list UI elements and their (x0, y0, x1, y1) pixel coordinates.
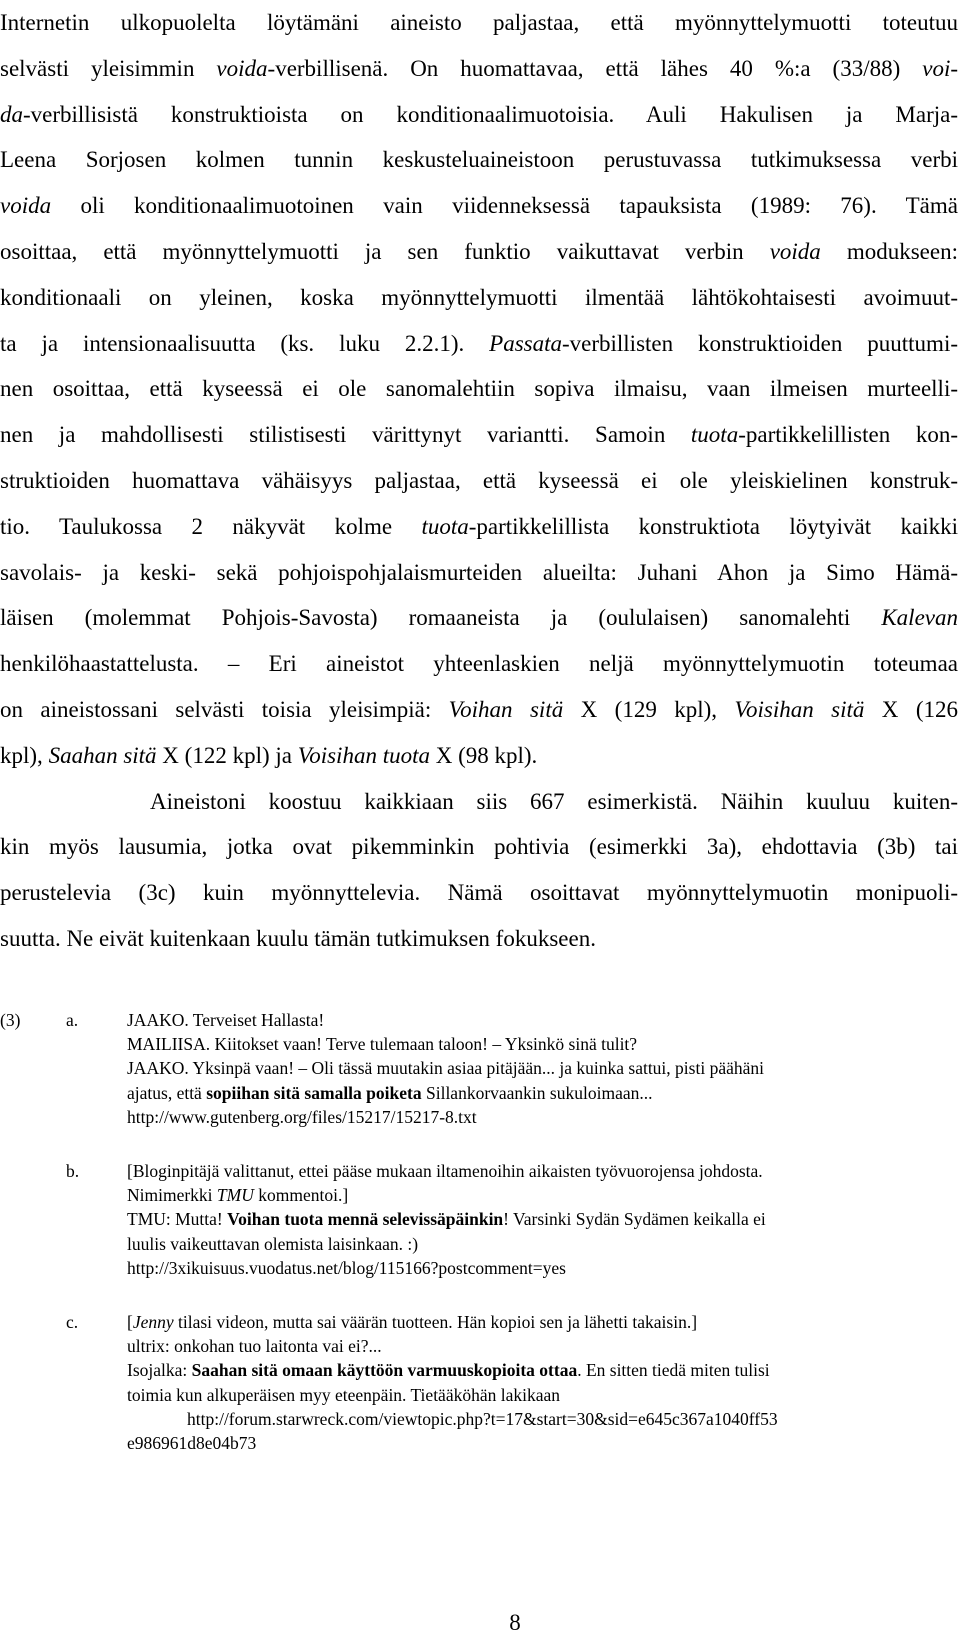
text-run: konditionaali on yleinen, koska myönnyttelymuotti ilmentää lähtökohtaisesti avoimuut- (0, 284, 958, 310)
text-run: -partikkelillista konstruktiota löytyivät kaikki (468, 513, 958, 539)
text-line (0, 183, 958, 229)
text-run: toimia kun alkuperäisen myy eteenpäin. Tietääköhän lakikaan (127, 1384, 561, 1405)
text-run: osoittaa, että myönnyttelymuotti ja sen funktio vaikuttavat verbin (0, 238, 770, 264)
text-run: Internetin ulkopuolelta löytämäni aineisto paljastaa, että myönnyttelymuotti toteutuu (0, 10, 958, 35)
example-line (127, 1159, 957, 1183)
example-letter: a. (66, 1010, 79, 1030)
text-run: -verbillisistä konstruktioista on konditionaalimuotoisia. Auli Hakulisen ja Marja- (23, 101, 958, 127)
italic-term: tuota (421, 513, 469, 539)
text-run: ajatus, että (127, 1082, 207, 1103)
text-run: JAAKO. Yksinpä vaan! – Oli tässä muutakin asiaa pitäjään... ja kuinka sattui, pisti päähäni (127, 1058, 764, 1079)
text-run: struktioiden huomattava vähäisyys paljastaa, että kyseessä ei ole yleiskielinen konstruk- (0, 467, 958, 493)
text-run: tilasi videon, mutta sai väärän tuotteen. Hän kopioi sen ja lähetti takaisin.] (173, 1312, 698, 1333)
example-item (0, 1159, 958, 1280)
text-run: oli konditionaalimuotoinen vain viidenneksessä tapauksista (1989: 76). Tämä (51, 193, 958, 219)
text-run: kin myös lausumia, jotka ovat pikemminkin pohtivia (esimerkki 3a), ehdottavia (3b) tai (0, 834, 958, 860)
italic-term: Saahan sitä (48, 742, 157, 768)
bold-construction: Saahan sitä omaan käyttöön varmuuskopioita ottaa (191, 1360, 578, 1381)
italic-term: tuota (690, 422, 739, 448)
example-line (127, 1310, 957, 1334)
text-run: [Bloginpitäjä valittanut, ettei pääse mukaan iltamenoihin aikaisten työvuorojensa johdosta. (127, 1161, 763, 1182)
example-letter: c. (66, 1312, 79, 1333)
paragraph-2 (0, 779, 958, 962)
text-line (0, 687, 958, 733)
page-number: 8 (509, 1610, 521, 1635)
text-line (0, 641, 958, 687)
text-run: -verbillisenä. On huomattavaa, että lähes 40 %:a (33/88) (267, 55, 923, 81)
text-line (0, 275, 958, 321)
italic-term: da (0, 101, 23, 127)
example-line (127, 1431, 957, 1455)
text-run: kommentoi.] (253, 1185, 349, 1206)
text-run: modukseen: (820, 238, 958, 264)
example-line (127, 1183, 957, 1207)
text-run: on aineistossani selvästi toisia yleisimpiä: (0, 696, 449, 722)
text-line (0, 550, 958, 596)
text-run: Sillankorvaankin sukuloimaan... (421, 1082, 653, 1103)
italic-term: voida (216, 55, 268, 81)
text-run: luulis vaikeuttavan olemista laisinkaan. :) (127, 1233, 419, 1254)
text-run: henkilöhaastattelusta. – Eri aineistot yhteenlaskien neljä myönnyttelymuotin toteumaa (0, 651, 958, 677)
text-line (0, 321, 958, 367)
text-run: . En sitten tiedä miten tulisi (577, 1360, 770, 1381)
example-line (127, 1207, 957, 1231)
text-line (0, 779, 958, 825)
text-run: nen osoittaa, että kyseessä ei ole sanomalehtiin sopiva ilmaisu, vaan ilmeisen murteelli- (0, 376, 958, 402)
text-line (0, 870, 958, 916)
italic-term: Kalevan (881, 605, 958, 631)
text-run: e986961d8e04b73 (127, 1433, 257, 1454)
text-run: MAILIISA. Kiitokset vaan! Terve tulemaan taloon! – Yksinkö sinä tulit? (127, 1034, 638, 1055)
text-run: Aineistoni koostuu kaikkiaan siis 667 esimerkistä. Näihin kuuluu kuiten- (150, 788, 958, 814)
text-run: ta ja intensionaalisuutta (ks. luku 2.2.1). (0, 330, 490, 356)
text-run: http://forum.starwreck.com/viewtopic.php?t=17&start=30&sid=e645c367a1040ff53 (187, 1408, 778, 1429)
text-line (0, 504, 958, 550)
example-lines (127, 1008, 957, 1129)
text-run: TMU: Mutta! (127, 1209, 228, 1230)
example-line (127, 1105, 957, 1129)
example-3 (0, 1008, 958, 1485)
text-run: -partikkelillisten kon- (738, 422, 958, 448)
italic-term: voida (0, 193, 52, 219)
example-line (127, 1334, 957, 1358)
example-line (127, 1358, 957, 1382)
text-line (0, 92, 958, 138)
text-line (0, 366, 958, 412)
text-run: http://www.gutenberg.org/files/15217/15217-8.txt (127, 1106, 477, 1127)
text-line (0, 412, 958, 458)
example-item (0, 1310, 958, 1455)
example-item (0, 1008, 958, 1129)
text-run: suutta. Ne eivät kuitenkaan kuulu tämän tutkimuksen fokukseen. (0, 925, 596, 951)
text-line (0, 46, 958, 92)
text-run: Isojalka: (127, 1360, 192, 1381)
text-line (0, 137, 958, 183)
text-run: http://3xikuisuus.vuodatus.net/blog/115166?postcomment=yes (127, 1257, 566, 1278)
text-run: JAAKO. Terveiset Hallasta! (127, 1010, 325, 1030)
text-line (0, 595, 958, 641)
example-lines (127, 1159, 957, 1280)
text-run: [ (127, 1312, 133, 1333)
text-run: savolais- ja keski- sekä pohjoispohjalaismurteiden alueilta: Juhani Ahon ja Simo Hämä- (0, 559, 958, 585)
text-run: nen ja mahdollisesti stilistisesti värittynyt variantti. Samoin (0, 422, 691, 448)
text-line (0, 0, 958, 46)
bold-construction: sopiihan sitä samalla poiketa (206, 1082, 422, 1103)
example-line (127, 1056, 957, 1080)
italic-term: Voisihan sitä (734, 696, 865, 722)
italic-term: Jenny (132, 1312, 174, 1333)
text-run: Leena Sorjosen kolmen tunnin keskusteluaineistoon perustuvassa tutkimuksessa verbi (0, 147, 958, 173)
text-run: ultrix: onkohan tuo laitonta vai ei?... (127, 1336, 382, 1357)
example-number: (3) (0, 1010, 21, 1030)
text-line (0, 916, 958, 962)
paragraph-1 (0, 0, 958, 779)
text-run: tio. Taulukossa 2 näkyvät kolme (0, 513, 422, 539)
italic-term: Voisihan tuota (297, 742, 430, 768)
text-run: selvästi yleisimmin (0, 55, 217, 81)
example-line (127, 1256, 957, 1280)
example-line (127, 1008, 957, 1032)
bold-construction: Voihan tuota mennä selevissäpäinkin (227, 1209, 504, 1230)
italic-term: voida (769, 238, 821, 264)
example-line (127, 1232, 957, 1256)
text-line (0, 824, 958, 870)
example-lines (127, 1310, 957, 1455)
example-line (127, 1081, 957, 1105)
text-run: ! Varsinki Sydän Sydämen keikalla ei (503, 1209, 766, 1230)
text-line (0, 733, 958, 779)
text-run: X (129 kpl), (563, 696, 735, 722)
italic-term: TMU (216, 1185, 254, 1206)
italic-term: Voihan sitä (448, 696, 564, 722)
text-run: Nimimerkki (127, 1185, 217, 1206)
example-line (127, 1383, 957, 1407)
text-run: X (126 (864, 696, 958, 722)
example-letter: b. (66, 1161, 80, 1182)
text-run: X (122 kpl) ja (156, 742, 298, 768)
text-run: -verbillisten konstruktioiden puuttumi- (561, 330, 958, 356)
text-run: kpl), (0, 742, 49, 768)
text-run: läisen (molemmat Pohjois-Savosta) romaaneista ja (oululaisen) sanomalehti (0, 605, 882, 631)
text-run: perustelevia (3c) kuin myönnyttelevia. Nämä osoittavat myönnyttelymuotin monipuoli- (0, 880, 958, 906)
example-line (127, 1032, 957, 1056)
text-line (0, 458, 958, 504)
italic-term: Passata (489, 330, 562, 356)
example-line (127, 1407, 957, 1431)
text-run: X (98 kpl). (429, 742, 538, 768)
italic-term: voi- (922, 55, 958, 81)
text-line (0, 229, 958, 275)
